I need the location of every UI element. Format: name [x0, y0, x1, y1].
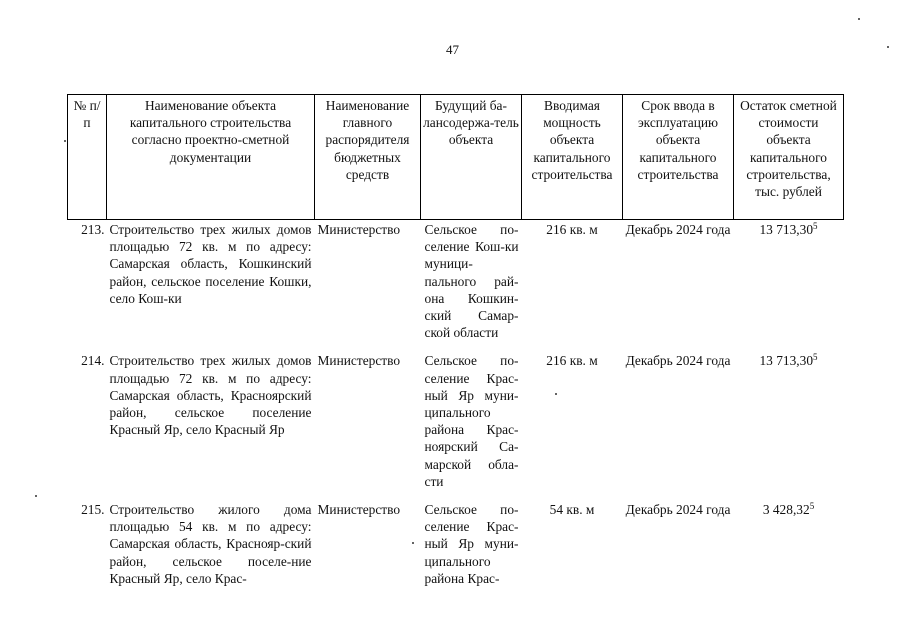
- table-row: [68, 220, 844, 352]
- table-body: [68, 220, 844, 598]
- scan-speck: [64, 140, 66, 142]
- cost-footnote-mark: 5: [813, 352, 818, 363]
- table-header: [68, 95, 844, 220]
- header-remaining-cost: Остаток сметной стоимости объекта капитального строительства, тыс. рублей: [734, 95, 844, 220]
- capacity: 216 кв. м: [546, 353, 598, 369]
- scan-speck: [555, 393, 557, 395]
- commissioning-term: Декабрь 2024 года: [625, 353, 731, 369]
- capacity: 216 кв. м: [546, 222, 598, 237]
- scan-speck: [412, 542, 414, 544]
- cost-value: 13 713,30: [759, 222, 814, 237]
- remaining-cost: [734, 500, 844, 597]
- cost-value: 3 428,32: [762, 502, 810, 518]
- object-name: Строительство жилого дома площадью 54 кв. м по адресу: Самарская область, Краснояр-ский район, сельское поселе-ние Красный Яр, село Крас-: [109, 502, 312, 586]
- header-object-name: Наименование объекта капитального строительства согласно проектно-сметной документации: [107, 95, 315, 220]
- balance-holder: Сельское по-селение Крас-ный Яр муни-ципального района Крас-ноярский Са-марской обла-сти: [424, 353, 519, 489]
- cost-value: 13 713,30: [759, 353, 814, 369]
- header-commissioning-term: Срок ввода в эксплуатацию объекта капитального строительства: [623, 95, 734, 220]
- commissioning-term: Декабрь 2024 года: [625, 222, 731, 237]
- cost-footnote-mark: 5: [813, 221, 818, 231]
- header-capacity: Вводимая мощность объекта капитального строительства: [522, 95, 623, 220]
- budget-manager: Министерство: [317, 353, 401, 369]
- header-balance-holder: Будущий ба-лансодержа-тель объекта: [421, 95, 522, 220]
- table-header-row: [68, 95, 844, 220]
- object-name: Строительство трех жилых домов площадью 72 кв. м по адресу: Самарская область, Красноярский район, сельское поселение Красный Яр, село Красный Яр: [109, 353, 312, 438]
- page-number: 47: [446, 42, 459, 57]
- scan-speck: [35, 495, 37, 497]
- balance-holder: Сельское по-селение Крас-ный Яр муни-ципального района Крас-: [424, 502, 519, 586]
- construction-objects-table: [67, 94, 844, 597]
- table-row: [68, 351, 844, 500]
- row-number: 214.: [81, 353, 105, 369]
- table-row: [68, 500, 844, 597]
- object-name: Строительство трех жилых домов площадью 72 кв. м по адресу: Самарская область, Кошкинский район, сельское поселение Кошки, село Кош-ки: [109, 222, 312, 306]
- row-number: 213.: [81, 222, 105, 237]
- row-number: 215.: [81, 502, 105, 518]
- header-number: № п/п: [68, 95, 107, 220]
- remaining-cost: [734, 220, 844, 352]
- scan-speck: [887, 46, 889, 48]
- commissioning-term: Декабрь 2024 года: [625, 502, 731, 518]
- budget-manager: Министерство: [317, 502, 401, 518]
- budget-manager: Министерство: [317, 222, 401, 237]
- header-budget-manager: Наименование главного распорядителя бюджетных средств: [315, 95, 421, 220]
- cost-footnote-mark: 5: [809, 501, 815, 512]
- remaining-cost: [734, 351, 844, 500]
- capacity: 54 кв. м: [549, 502, 595, 518]
- scan-speck: [858, 18, 860, 20]
- balance-holder: Сельское по-селение Кош-ки муници-пального рай-она Кошкин-ский Самар-ской области: [424, 222, 519, 341]
